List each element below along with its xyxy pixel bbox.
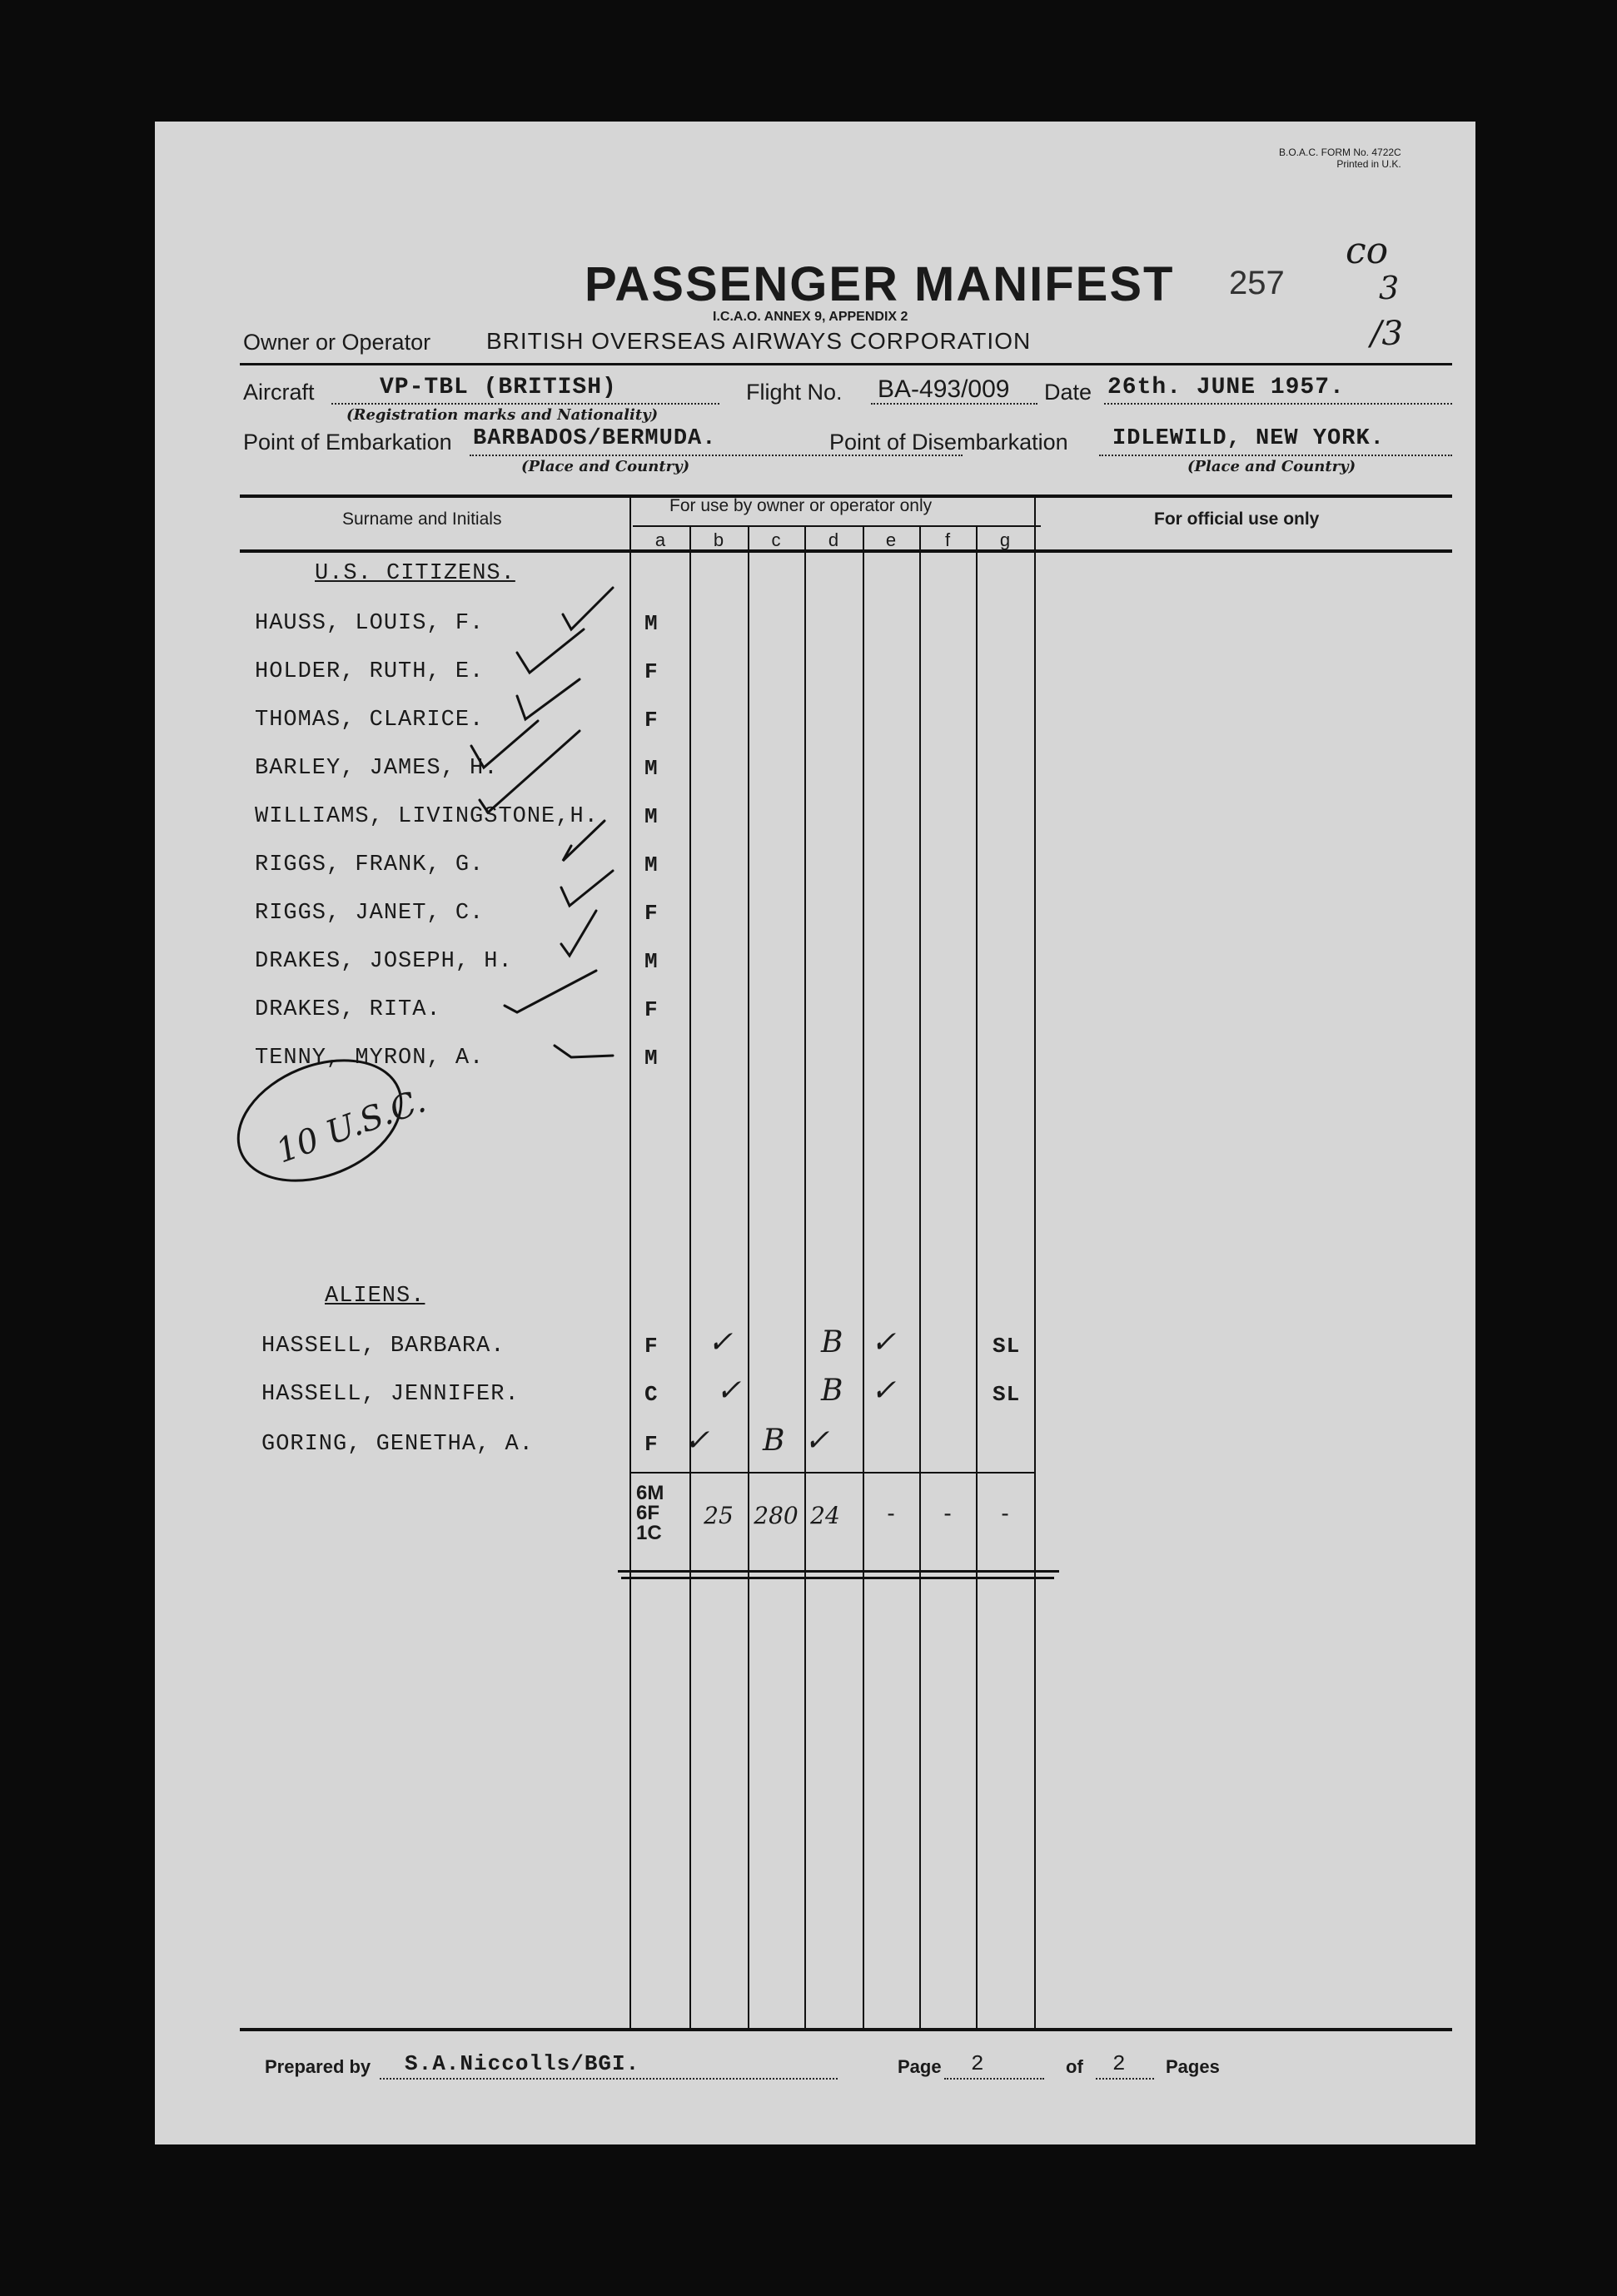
total-b: 25 xyxy=(704,1502,734,1529)
col-c: c xyxy=(771,529,781,550)
passenger-sex: F xyxy=(644,708,659,733)
disembarkation-value: IDLEWILD, NEW YORK. xyxy=(1112,426,1385,451)
section-heading-us: U.S. CITIZENS. xyxy=(315,561,515,586)
page-number: 2 xyxy=(971,2051,985,2076)
passenger-name: RIGGS, FRANK, G. xyxy=(255,852,485,877)
passenger-name: HASSELL, JENNIFER. xyxy=(261,1382,520,1407)
passenger-g: SL xyxy=(993,1334,1021,1359)
manifest-page xyxy=(155,122,1475,2144)
passenger-name: RIGGS, JANET, C. xyxy=(255,901,485,926)
flight-value: BA-493/009 xyxy=(878,375,1010,403)
passenger-sex: F xyxy=(644,1432,659,1457)
col-header-official: For official use only xyxy=(1154,509,1320,529)
page-label: Page xyxy=(898,2056,942,2077)
handwritten-mark: B xyxy=(821,1325,844,1359)
prepared-by-label: Prepared by xyxy=(265,2056,371,2077)
date-value: 26th. JUNE 1957. xyxy=(1107,375,1345,400)
passenger-sex: F xyxy=(644,659,659,684)
col-header-surname: Surname and Initials xyxy=(342,509,502,529)
handwritten-mark: B xyxy=(763,1424,786,1458)
place-note-1: (Place and Country) xyxy=(521,458,690,475)
aircraft-value: VP-TBL (BRITISH) xyxy=(380,375,617,400)
passenger-sex: F xyxy=(644,997,659,1022)
page-subtitle: I.C.A.O. ANNEX 9, APPENDIX 2 xyxy=(713,310,908,324)
passenger-name: DRAKES, RITA. xyxy=(255,997,441,1022)
handwritten-mark: /3 xyxy=(1371,315,1403,353)
total-d: 24 xyxy=(810,1502,840,1529)
form-number: B.O.A.C. FORM No. 4722C Printed in U.K. xyxy=(1279,147,1401,170)
pages-label: Pages xyxy=(1166,2056,1220,2077)
passenger-sex: M xyxy=(644,949,659,974)
page-of-label: of xyxy=(1066,2056,1083,2077)
disembarkation-label: Point of Disembarkation xyxy=(829,430,1068,455)
passenger-name: WILLIAMS, LIVINGSTONE,H. xyxy=(255,804,599,829)
col-d: d xyxy=(828,529,839,550)
passenger-name: HAUSS, LOUIS, F. xyxy=(255,611,485,636)
checkmark-icon: ✓ xyxy=(871,1374,898,1408)
passenger-name: HOLDER, RUTH, E. xyxy=(255,659,485,684)
passenger-sex: M xyxy=(644,611,659,636)
section-heading-aliens: ALIENS. xyxy=(325,1284,425,1309)
col-a: a xyxy=(654,529,666,550)
registration-note: (Registration marks and Nationality) xyxy=(346,406,659,424)
total-f: - xyxy=(943,1500,952,1526)
page-title: PASSENGER MANIFEST xyxy=(585,257,1175,311)
checkmark-icon: ✓ xyxy=(716,1374,743,1408)
totals-count: 6M 6F 1C xyxy=(636,1482,664,1544)
total-g: - xyxy=(1001,1500,1009,1526)
passenger-sex: M xyxy=(644,1046,659,1071)
flight-label: Flight No. xyxy=(746,380,843,405)
checkmark-icon: ✓ xyxy=(871,1325,898,1359)
passenger-sex: M xyxy=(644,852,659,877)
col-e: e xyxy=(885,529,897,550)
handwritten-mark: B xyxy=(821,1374,844,1408)
aircraft-label: Aircraft xyxy=(243,380,315,405)
page-total: 2 xyxy=(1112,2051,1127,2076)
owner-value: BRITISH OVERSEAS AIRWAYS CORPORATION xyxy=(486,328,1032,354)
total-c: 280 xyxy=(754,1502,799,1529)
passenger-sex: F xyxy=(644,901,659,926)
embarkation-value: BARBADOS/BERMUDA. xyxy=(473,426,717,451)
passenger-name: DRAKES, JOSEPH, H. xyxy=(255,949,513,974)
embarkation-label: Point of Embarkation xyxy=(243,430,452,455)
handwritten-mark: 3 xyxy=(1379,270,1400,306)
col-header-operator: For use by owner or operator only xyxy=(669,496,933,515)
checkmark-icon: ✓ xyxy=(708,1325,734,1359)
passenger-name: GORING, GENETHA, A. xyxy=(261,1432,534,1457)
passenger-name: TENNY, MYRON, A. xyxy=(255,1046,485,1071)
col-b: b xyxy=(713,529,724,550)
handwritten-mark: co xyxy=(1346,230,1389,272)
passenger-sex: C xyxy=(644,1382,659,1407)
date-label: Date xyxy=(1044,380,1092,405)
passenger-sex: F xyxy=(644,1334,659,1359)
passenger-name: BARLEY, JAMES, H. xyxy=(255,756,499,781)
owner-label: Owner or Operator xyxy=(243,330,431,355)
place-note-2: (Place and Country) xyxy=(1187,458,1356,475)
passenger-g: SL xyxy=(993,1382,1021,1407)
passenger-sex: M xyxy=(644,804,659,829)
prepared-by-value: S.A.Niccolls/BGI. xyxy=(405,2051,640,2076)
circled-note-text: 10 U.S.C. xyxy=(271,1081,431,1171)
checkmark-icon: ✓ xyxy=(684,1424,711,1458)
col-g: g xyxy=(999,529,1011,550)
total-e: - xyxy=(887,1500,895,1526)
passenger-sex: M xyxy=(644,756,659,781)
col-f: f xyxy=(944,529,951,550)
passenger-name: THOMAS, CLARICE. xyxy=(255,708,485,733)
passenger-name: HASSELL, BARBARA. xyxy=(261,1334,505,1359)
checkmark-icon: ✓ xyxy=(804,1424,831,1458)
stamp-number: 257 xyxy=(1229,265,1285,301)
